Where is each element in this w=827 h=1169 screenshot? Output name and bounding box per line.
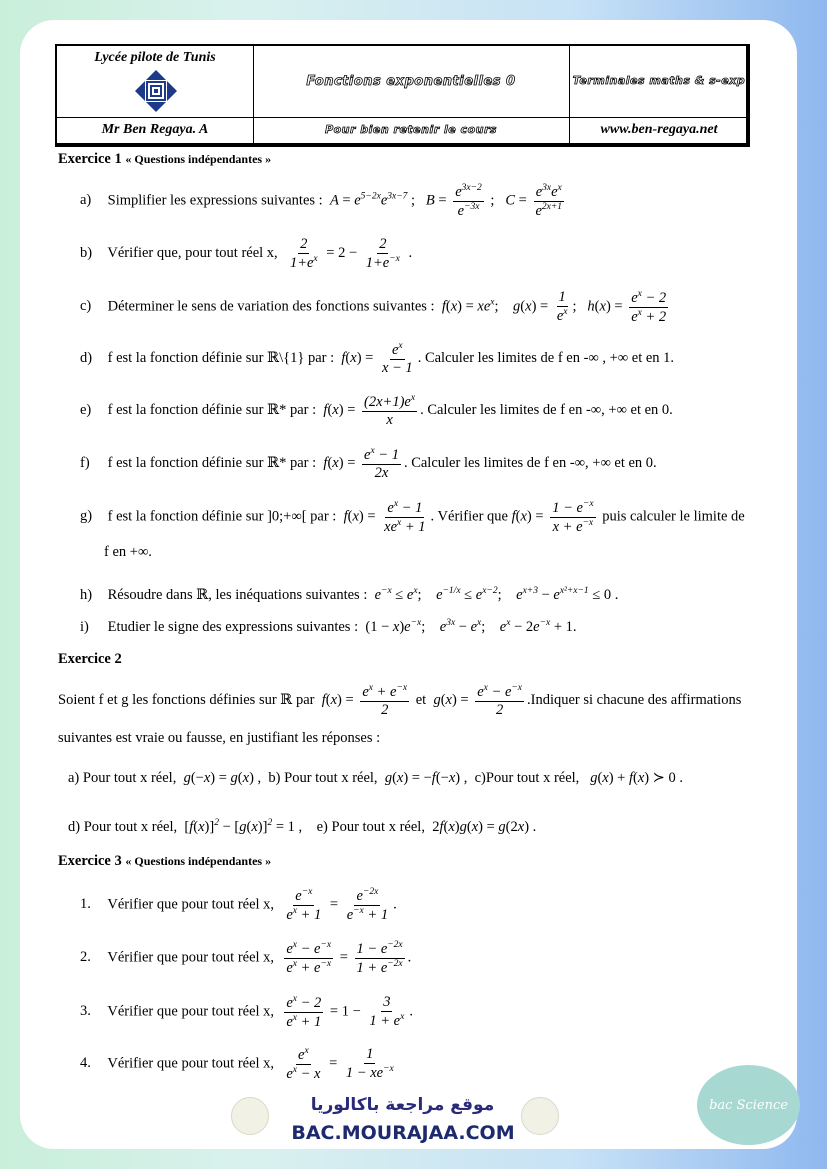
question-text: . Calculer les limites de f en -∞ , +∞ et en 1. — [417, 349, 675, 366]
exercise-2-statements-abc: a) Pour tout x réel, g(−x) = g(x) , b) Pour tout x réel, g(x) = −f(−x) , c)Pour tout x réel, g(x) + f(x) ≻ 0 . — [68, 770, 684, 786]
question-label: b) — [80, 244, 93, 261]
school-name: Lycée pilote de Tunis — [94, 50, 216, 65]
question-a: a) Simplifier les expressions suivantes : $A = e^{5-2x}e^{3x-7}$ ; B = $\frac{e^{3x-2}}{e^{-3x}}$ ; C = $\frac{e^{3x}e^x}{e^{2x+1}}$ — [80, 183, 563, 219]
statement-text: e) Pour tout x réel, — [316, 818, 425, 835]
question-label: d) — [80, 349, 93, 366]
question-text: Déterminer le sens de variation des fonctions suivantes : — [107, 298, 435, 315]
exercise-3-question-3: 3. Vérifier que pour tout réel x, $\frac{e^x - 2}{e^x + 1}$ = 1 − $\frac{3}{1 + e^x}$ . — [80, 994, 413, 1030]
question-e: e) f est la fonction définie sur ℝ* par : f(x) = $\frac{(2x+1)e^x}{x}$ . Calculer les limites de f en -∞, +∞ et en 0. — [80, 393, 673, 428]
question-text: Simplifier les expressions suivantes : — [107, 192, 323, 209]
teacher-name: Mr Ben Regaya. A — [101, 122, 209, 137]
question-text: . Vérifier que — [430, 508, 508, 525]
question-d: d) f est la fonction définie sur ℝ\{1} par : f(x) = $\frac{e^x}{x - 1}$ . Calculer les limites de f en -∞ , +∞ et en 1. — [80, 341, 675, 376]
question-c: c) Déterminer le sens de variation des fonctions suivantes : $f(x) = xe^x$; g(x) = $\frac{1}{e^x}$ ; h(x) = $\frac{e^x - 2}{e^x + 2}$ — [80, 289, 667, 325]
question-text: Résoudre dans ℝ, les inéquations suivantes : — [107, 586, 368, 603]
site-badge-icon — [521, 1097, 559, 1135]
question-b: b) Vérifier que, pour tout réel x, $\frac{2}{1+e^x}$ = 2 − $\frac{2}{1+e^{-x}}$ . — [80, 236, 413, 271]
question-text: Vérifier que pour tout réel x, — [107, 1055, 275, 1072]
sheet-purpose: Pour bien retenir le cours — [325, 123, 497, 136]
school-logo-icon — [134, 69, 178, 113]
site-badge-icon — [231, 1097, 269, 1135]
header-table — [55, 44, 750, 147]
question-text: . Calculer les limites de f en -∞, +∞ et en 0. — [403, 454, 657, 471]
question-h: h) Résoudre dans ℝ, les inéquations suivantes : $e^{-x} \le e^x$; $e^{-1/x} \le e^{x-2}$; $e^{x+3} - e^{x^2+x-1} \le 0$ . — [80, 586, 619, 603]
question-text: f est la fonction définie sur ℝ* par : — [107, 454, 317, 471]
question-label: e) — [80, 401, 92, 418]
question-text: . Calculer les limites de f en -∞, +∞ et en 0. — [420, 401, 673, 418]
exercise-1-heading — [58, 151, 271, 168]
question-text: f est la fonction définie sur ℝ\{1} par : — [107, 349, 335, 366]
question-label: f) — [80, 454, 90, 471]
exercise-subtitle: « Questions indépendantes » — [125, 152, 272, 166]
question-g: g) f est la fonction définie sur ]0;+∞[ par : f(x) = $\frac{e^x - 1}{xe^x + 1}$ . Vérifier que f(x) = $\frac{1 - e^{-x}}{x + e^{-x}}$ puis calculer le limite de — [80, 499, 745, 535]
question-text: f est la fonction définie sur ℝ* par : — [107, 401, 317, 418]
question-f: f) f est la fonction définie sur ℝ* par : f(x) = $\frac{e^x - 1}{2x}$ . Calculer les limites de f en -∞, +∞ et en 0. — [80, 446, 657, 481]
exercise-3-heading — [58, 853, 271, 870]
exercise-title: Exercice 1 — [58, 151, 122, 167]
question-label: 1. — [80, 896, 91, 913]
statement-text: a) Pour tout x réel, — [68, 770, 177, 786]
exercise-2-intro-continued: suivantes est vraie ou fausse, en justifiant les réponses : — [58, 730, 381, 746]
exercise-2-statements-de: d) Pour tout x réel, $[f(x)]^2 - [g(x)]^2 = 1$ , e) Pour tout x réel, 2f(x)g(x) = g(2x) . — [68, 818, 537, 835]
exercise-subtitle: « Questions indépendantes » — [125, 854, 272, 868]
question-label: c) — [80, 298, 92, 315]
question-label: 2. — [80, 949, 91, 966]
footer-website-link[interactable]: BAC.MOURAJAA.COM — [291, 1122, 515, 1144]
statement-text: d) Pour tout x réel, — [68, 818, 178, 835]
question-text: Vérifier que, pour tout réel x, — [107, 244, 278, 261]
teacher-website: www.ben-regaya.net — [600, 122, 718, 137]
subject-title: Fonctions exponentielles 0 — [306, 74, 516, 89]
bac-science-seal: bac Science — [697, 1065, 800, 1145]
class-level: Terminales maths & s-exp — [572, 74, 746, 87]
question-i: i) Etudier le signe des expressions suivantes : $(1 - x)e^{-x}$; $e^{3x} - e^x$; $e^x - 2e^{-x} + 1$. — [80, 618, 577, 635]
intro-text: Soient f et g les fonctions définies sur ℝ par — [58, 691, 315, 708]
question-label: g) — [80, 508, 93, 525]
question-text: puis calculer le limite de — [602, 508, 745, 525]
question-text: Vérifier que pour tout réel x, — [107, 1003, 275, 1020]
exercise-title: Exercice 3 — [58, 853, 122, 869]
header-divider — [57, 117, 746, 118]
exercise-3-question-4: 4. Vérifier que pour tout réel x, $\frac{e^x}{e^x - x}$ = $\frac{1}{1 - xe^{-x}}$ — [80, 1046, 394, 1082]
exercise-2-heading: Exercice 2 — [58, 651, 122, 667]
question-text: Etudier le signe des expressions suivantes : — [107, 618, 359, 635]
intro-text: .Indiquer si chacune des affirmations — [527, 691, 742, 708]
question-label: 3. — [80, 1003, 91, 1020]
question-g-continued: f en +∞. — [104, 544, 152, 560]
question-label: a) — [80, 192, 92, 209]
question-label: 4. — [80, 1055, 91, 1072]
question-text: Vérifier que pour tout réel x, — [107, 896, 275, 913]
footer-arabic-title: موقع مراجعة باكالوريا — [310, 1095, 495, 1115]
statement-text: c)Pour tout x réel, — [474, 770, 580, 786]
question-text: Vérifier que pour tout réel x, — [107, 949, 275, 966]
question-label: i) — [80, 618, 89, 635]
exercise-2-intro: Soient f et g les fonctions définies sur ℝ par f(x) = $\frac{e^x + e^{-x}}{2}$ et g(x) = $\frac{e^x - e^{-x}}{2}$ .Indiquer si chacune des affirmations — [58, 683, 742, 718]
exercise-3-question-2: 2. Vérifier que pour tout réel x, $\frac{e^x - e^{-x}}{e^x + e^{-x}}$ = $\frac{1 - e^{-2x}}{1 + e^{-2x}}$ . — [80, 940, 412, 976]
exercise-3-question-1: 1. Vérifier que pour tout réel x, $\frac{e^{-x}}{e^x + 1}$ = $\frac{e^{-2x}}{e^{-x} + 1}$ . — [80, 887, 397, 923]
question-label: h) — [80, 586, 93, 603]
question-text: f est la fonction définie sur ]0;+∞[ par : — [107, 508, 337, 525]
statement-text: b) Pour tout x réel, — [268, 770, 378, 786]
intro-text: et — [415, 691, 427, 708]
